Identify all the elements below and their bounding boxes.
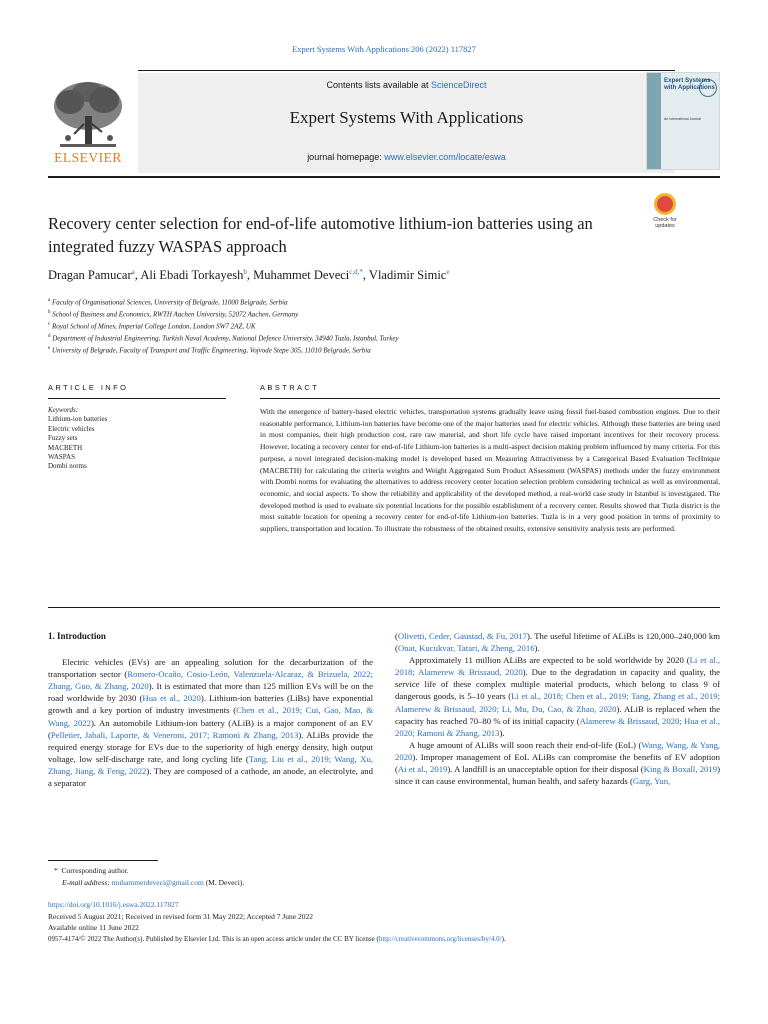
body-text: A huge amount of ALiBs will soon reach their end-of-life (EoL) ( [409, 739, 642, 750]
received-dates: Received 5 August 2021; Received in revised form 31 May 2022; Accepted 7 June 2022 [48, 912, 313, 921]
affiliation-text: Department of Industrial Engineering, Turkish Naval Academy, National Defence University, 34940 Tuzla, Istanbul, Turkey [50, 334, 399, 343]
keywords-label: Keywords: [48, 406, 79, 414]
affiliation-text: Faculty of Organisational Sciences, University of Belgrade, 11000 Belgrade, Serbia [50, 298, 288, 307]
body-text: ). A landfill is an unacceptable option for their disposal ( [447, 764, 644, 775]
license-suffix: ). [501, 935, 506, 943]
abstract-bottom-rule [48, 607, 720, 608]
body-text: ( [395, 631, 398, 641]
affiliation-mark: e [48, 345, 51, 351]
body-text: ). Lithium-ion batteries (LiBs) have exponential growth and a key portion of industry investments ( [48, 693, 373, 716]
abstract-text: With the emergence of battery-based electric vehicles, transportation systems gradually leave using fossil fuel-based combustion engines. Due to their reasonable performance, Lithium-ion batteries have become one of the major batteries used for electric vehicles. Although these batteries are being used in most companies, their high production cost, rare raw material, and short life cycle have raised important incentives for their recovery process. However, locating a recovery center for end-of-life Lithium-ion batteries is a multi-aspect decision making problem influenced by many criteria. For this purpose, a novel integrated decision-making model is developed based on Measuring Attractiveness by a Categorical Based Evaluation TecHnique (MACBETH) for calculating the criteria weights and Weight Aggregated Sum Product ASsessment (WASPAS) methods under the fuzzy environment with Dombi norms for evaluating the alternatives to address recovery center location selection problem considering technical as well as environmental, economic, and social aspects. To show the reliability and applicability of the developed method, a real-world case study in Istanbul is investigated. The developed method is used to evaluate six potential locations for the possible establishment of a recovery center. Results showed that Tuzla district is the most suitable location for opening a recovery center for end-of-life Lithium-ion batteries. Tuzla is in a very good position in terms of proximity to suppliers, transportation and location. To illustrate the robustness of the obtained results, extensive sensitivity analysis tests are performed. [260, 407, 720, 534]
body-text: ). ALiBs provide the required energy storage for EVs due to the superiority of high energy density, high output voltage, low self-discharge rate, and long cycling life ( [48, 729, 373, 764]
cover-subtitle: An International Journal [664, 117, 701, 121]
citation-link[interactable]: Hua et al., 2020 [142, 693, 201, 704]
affiliation-list [48, 296, 720, 356]
body-text: ). Due to the degradation in capacity and quality, the service life of these complex multiple material products, which belong to class 9 of dangerous goods, is 5–10 years ( [395, 667, 720, 702]
affiliation-mark: a [48, 298, 51, 303]
citation-link[interactable]: Ai et al., 2019 [397, 764, 448, 775]
homepage-link[interactable]: www.elsevier.com/locate/eswa [384, 152, 506, 162]
author-name[interactable]: Dragan Pamucar [48, 268, 132, 283]
affiliation-text: Royal School of Mines, Imperial College London, London SW7 2AZ, UK [50, 322, 256, 331]
body-paragraph [395, 630, 720, 654]
body-text: ). [534, 643, 540, 654]
affiliation-item [48, 296, 720, 308]
cover-title: Expert Systems with Applications [664, 77, 715, 91]
keyword-item: MACBETH [48, 443, 83, 452]
keywords-block [48, 406, 218, 472]
citation-link[interactable]: King & Boxall, 2019 [643, 764, 718, 775]
body-text: ). It is estimated that more than 125 million EVs will be on the road worldwide by 2030 ( [48, 681, 373, 704]
license-prefix: 0957-4174/© 2022 The Author(s). Published by Elsevier Ltd. This is an open access article under the CC BY license ( [48, 935, 379, 943]
citation-link[interactable]: Romero-Ocaño, Cosio-León, Valenzuela-Alcaraz, & Brizuela, 2022; Zhang, Guo, & Zhang, 2020 [48, 669, 373, 692]
journal-citation[interactable]: Expert Systems With Applications 206 (2022) 117827 [292, 44, 476, 54]
citation-link[interactable]: Pelletier, Jabali, Laporte, & Veneroni, 2017; Ramoni & Zhang, 2013 [50, 729, 299, 740]
section-heading-introduction: 1. Introduction [48, 631, 106, 641]
corresponding-mark: * [54, 866, 58, 875]
keyword-item: WASPAS [48, 453, 75, 462]
masthead-bottom-rule [48, 176, 720, 178]
body-column-right [395, 630, 720, 787]
check-for-updates-icon [654, 193, 676, 215]
citation-link[interactable]: Garg, Yun, [632, 776, 671, 787]
footnote-rule [48, 860, 158, 861]
contents-availability [138, 80, 675, 90]
doi-link[interactable]: https://doi.org/10.1016/j.eswa.2022.117827 [48, 900, 179, 909]
citation-link[interactable]: Li et al., 2018; Alamerew & Brissaud, 2020 [395, 655, 720, 678]
journal-cover-thumbnail[interactable] [646, 72, 720, 170]
keyword-list [48, 415, 218, 471]
homepage-prefix: journal homepage: [307, 152, 385, 162]
author-name[interactable]: Vladimir Simic [368, 268, 447, 283]
keyword-item: Electric vehicles [48, 424, 95, 433]
citation-link[interactable]: Wang, Wang, & Yang, 2020 [395, 739, 720, 762]
abstract-rule [260, 398, 720, 399]
citation-link[interactable]: Chen et al., 2019; Cui, Gao, Mao, & Wang, 2022 [48, 705, 373, 728]
cover-stripe [647, 73, 661, 169]
affiliation-mark: d [48, 333, 51, 339]
email-suffix: (M. Deveci). [203, 878, 245, 887]
email-label: E-mail address: [62, 878, 112, 887]
author-affiliation-mark[interactable]: e [446, 268, 450, 276]
article-info-rule [48, 398, 226, 399]
citation-link[interactable]: Li et al., 2018; Chen et al., 2019; Tang, Zhang et al., 2019; Alamerew & Brissaud, 2020; Li, Mu, Du, Cao, & Zhao, 2020 [395, 691, 721, 714]
corresponding-author-note [48, 866, 720, 877]
body-text: ). Improper management of EoL ALiBs can compromise the benefits of EV adoption ( [395, 751, 720, 775]
corresponding-label: Corresponding author. [61, 866, 129, 875]
journal-masthead [48, 70, 720, 178]
affiliation-item [48, 308, 720, 320]
journal-title: Expert Systems With Applications [289, 108, 524, 127]
body-text: Electric vehicles (EVs) are an appealing solution for the decarburization of the transportation sector ( [48, 657, 373, 680]
article-info-heading: ARTICLE INFO [48, 383, 129, 392]
affiliation-mark: b [48, 309, 51, 315]
keyword-item: Dombi norms [48, 462, 87, 471]
contents-prefix: Contents lists available at [326, 80, 432, 90]
masthead-top-rule [138, 70, 675, 71]
article-title: Recovery center selection for end-of-life automotive lithium-ion batteries using an integrated fuzzy WASPAS approach [48, 214, 593, 256]
body-text: ). ALiB is replaced when the capacity has reached 70–80 % of its initial capacity ( [395, 703, 720, 726]
author-list: Dragan Pamucar$^a$, Ali Ebadi Torkayesh$^b$, Muhammet Deveci$^{c,d,*}$, Vladimir Simic$^e$ [48, 268, 450, 283]
body-paragraph [395, 739, 720, 787]
body-text: ). [499, 727, 505, 738]
author-affiliation-mark[interactable]: a [131, 268, 135, 276]
email-note [48, 878, 720, 889]
body-text: ) since it can cause environmental, human health, and safety hazards ( [395, 764, 720, 787]
author-affiliation-mark[interactable]: c,d,* [349, 268, 363, 276]
check-for-updates-badge[interactable] [645, 193, 685, 233]
affiliation-text: School of Business and Economics, RWTH Aachen University, 52072 Aachen, Germany [50, 310, 299, 319]
body-column-left [48, 630, 373, 789]
keyword-item: Fuzzy sets [48, 434, 78, 443]
citation-link[interactable]: Alamerew & Brissaud, 2020; Hua et al., 2020; Ramoni & Zhang, 2013 [395, 715, 720, 738]
journal-homepage [138, 152, 675, 162]
affiliation-item [48, 344, 720, 356]
available-online-date: Available online 11 June 2022 [48, 923, 139, 932]
author-name[interactable]: Muhammet Deveci [253, 268, 350, 283]
email-link[interactable]: muhammetdeveci@gmail.com [111, 878, 204, 887]
body-text: ). They are composed of a cathode, an anode, an electrolyte, and a separator [48, 765, 373, 789]
abstract-heading: ABSTRACT [260, 383, 320, 392]
keyword-item: Lithium-ion batteries [48, 415, 108, 424]
citation-link[interactable]: Onat, Kucukvar, Tatari, & Zheng, 2016 [397, 643, 535, 654]
body-text: ). The useful lifetime of ALiBs is 120,000–240,000 km ( [395, 631, 720, 654]
body-text: ). An automobile Lithium-ion battery (ALiB) is a major component of an EV ( [48, 717, 374, 740]
author-affiliation-mark[interactable]: b [243, 268, 247, 276]
author-name[interactable]: Ali Ebadi Torkayesh [140, 268, 244, 283]
license-link[interactable]: http://creativecommons.org/licenses/by/4.0/ [378, 935, 502, 943]
body-paragraph [395, 654, 720, 739]
body-paragraph [48, 656, 373, 789]
body-text: Approximately 11 million ALiBs are expected to be sold worldwide by 2020 ( [409, 655, 690, 666]
check-for-updates-label: Check for updates [653, 217, 677, 229]
affiliation-item [48, 320, 720, 332]
affiliation-text: University of Belgrade, Faculty of Transport and Traffic Engineering, Vojvode Stepe 305, 11010 Belgrade, Serbia [50, 346, 371, 355]
license-statement [48, 934, 720, 945]
citation-link[interactable]: Olivetti, Ceder, Gaustad, & Fu, 2017 [397, 631, 527, 641]
elsevier-wordmark: ELSEVIER [54, 150, 122, 165]
affiliation-mark: c [48, 321, 51, 327]
sciencedirect-link[interactable]: ScienceDirect [431, 80, 487, 90]
affiliation-item [48, 332, 720, 344]
citation-link[interactable]: Tang, Liu et al., 2019; Wang, Xu, Zhang, Jiang, & Feng, 2022 [48, 753, 373, 776]
